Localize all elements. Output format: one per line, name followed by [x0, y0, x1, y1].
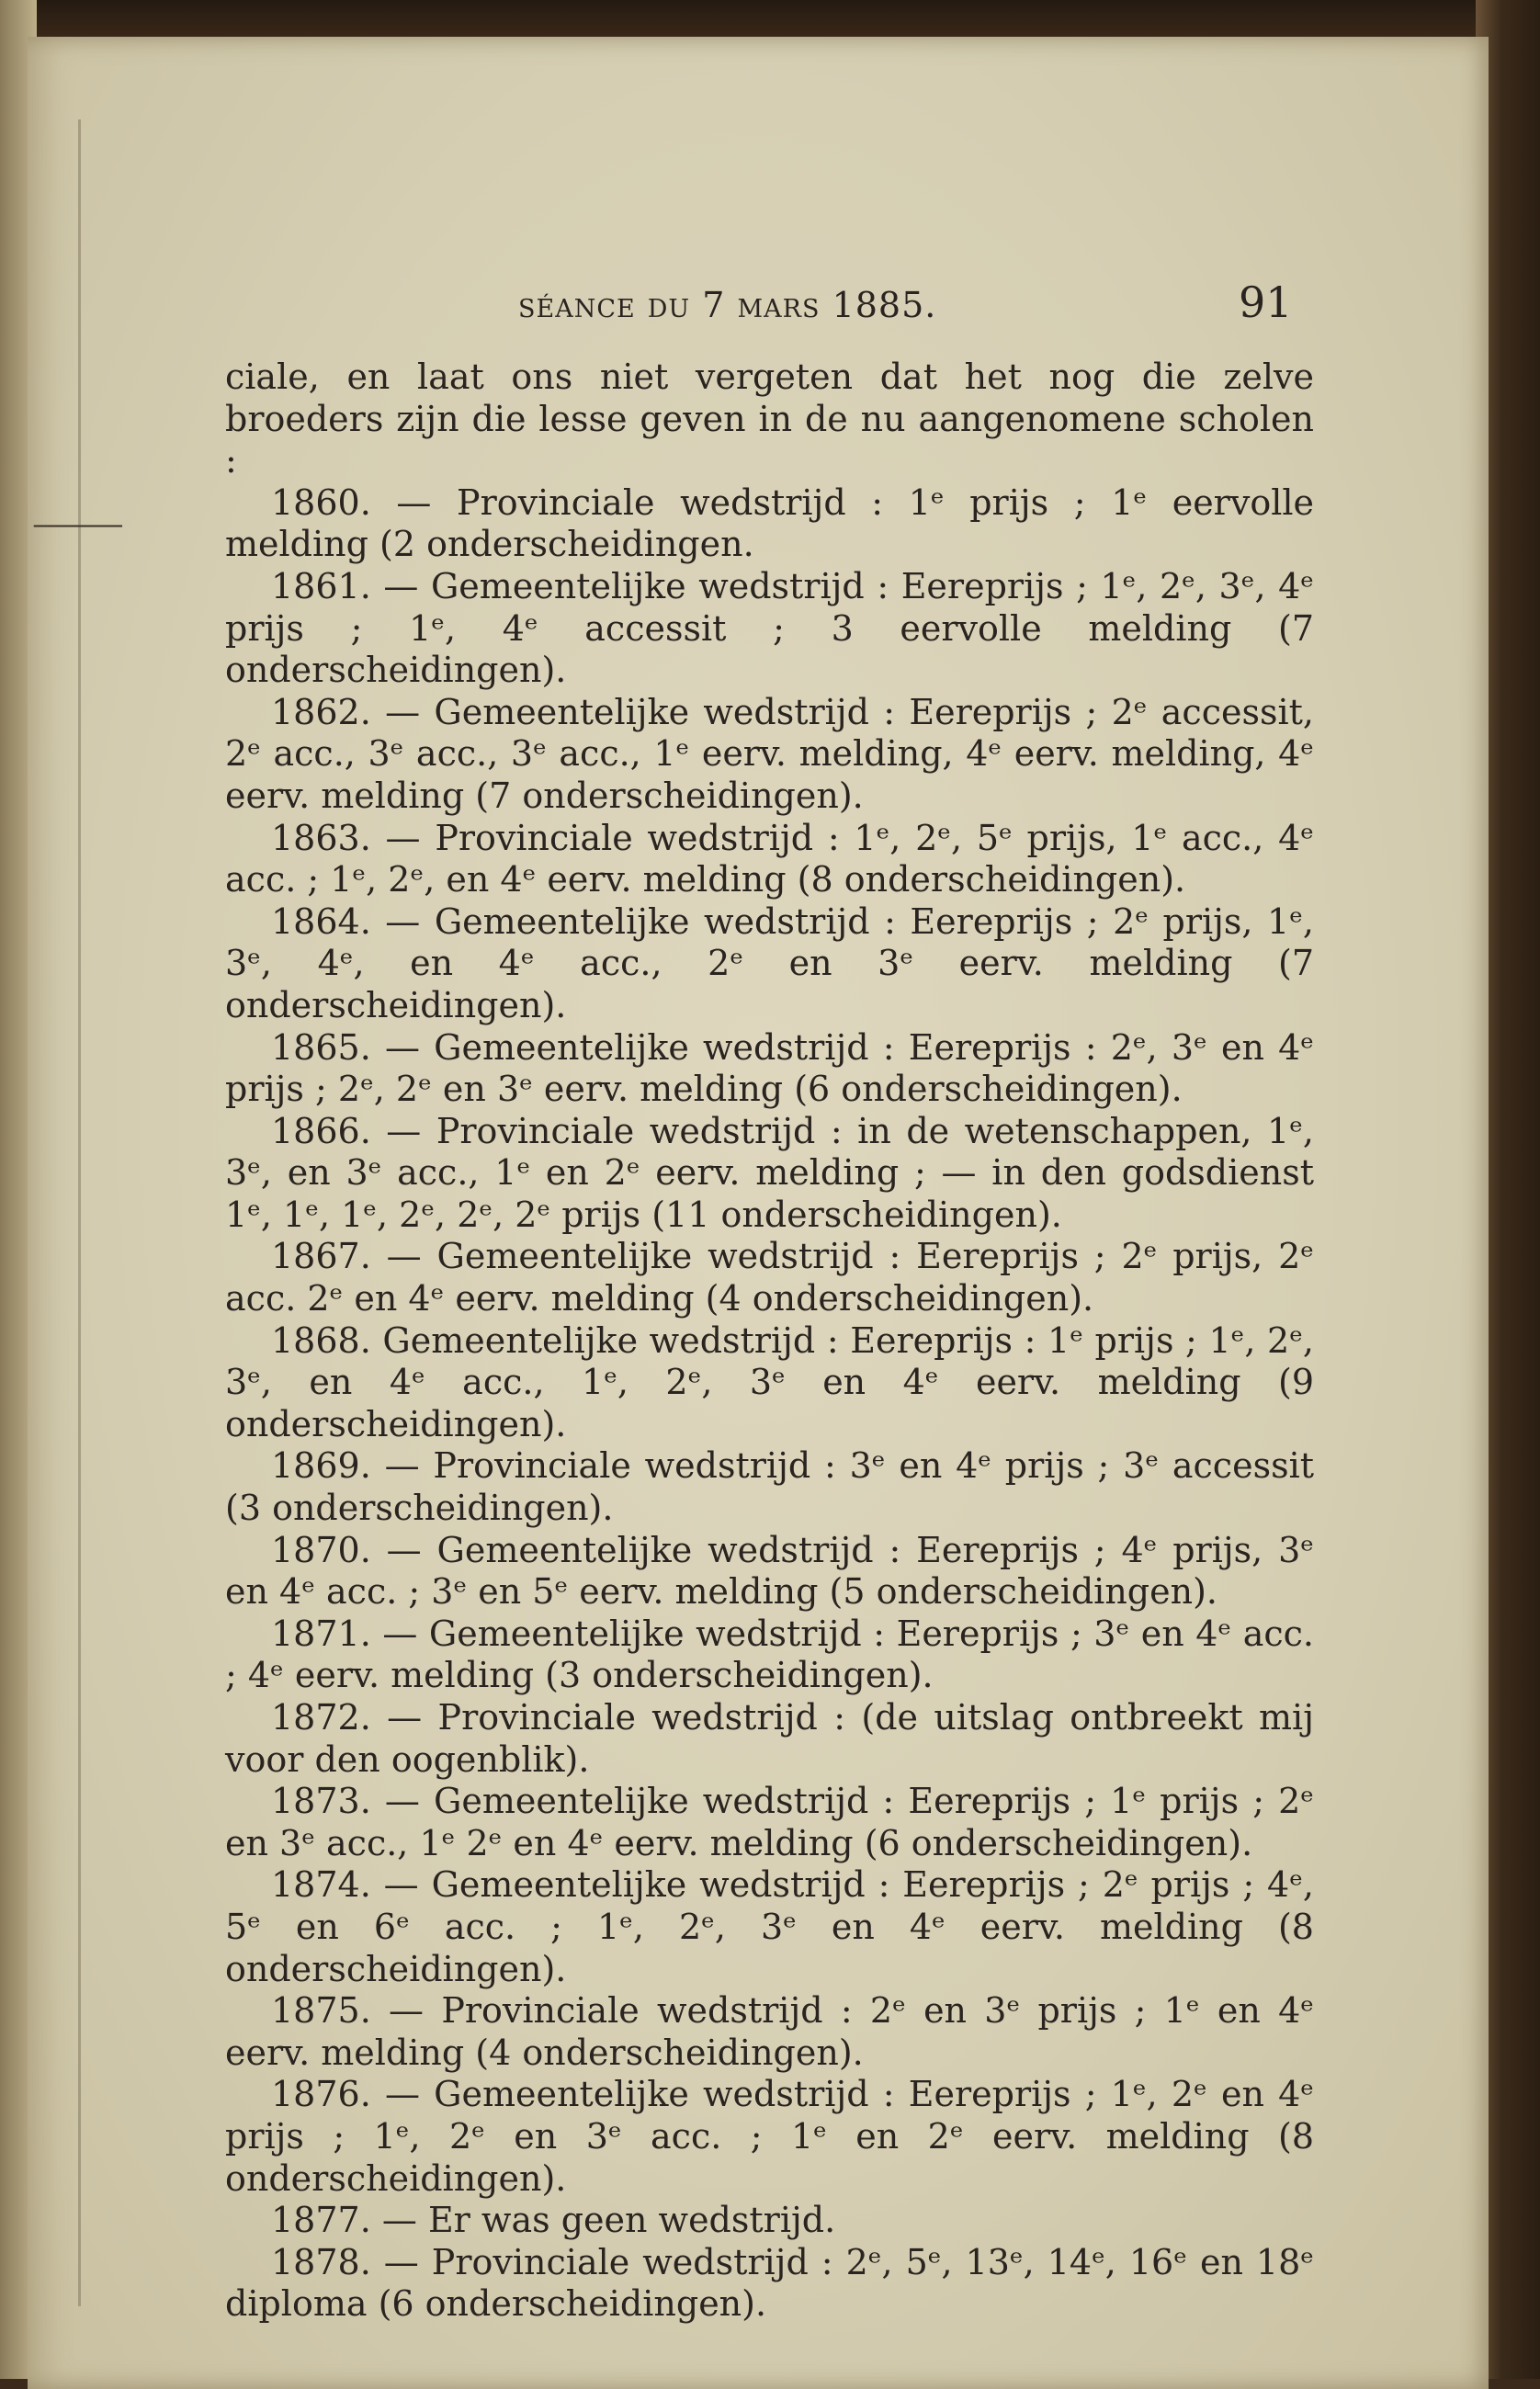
page-number: 91 [1239, 277, 1293, 327]
page-header [28, 277, 1489, 333]
gutter-line [78, 119, 81, 2306]
book-page [28, 37, 1489, 2389]
paragraph: 1876. — Gemeentelijke wedstrijd : Eereprijs ; 1ᵉ, 2ᵉ en 4ᵉ prijs ; 1ᵉ, 2ᵉ en 3ᵉ acc. ; 1ᵉ en 2ᵉ eerv. melding (8 onderscheidingen). [225, 2074, 1314, 2199]
margin-mark-arrow: ⸻ [32, 503, 124, 545]
paragraph: 1877. — Er was geen wedstrijd. [271, 2200, 836, 2241]
paragraph: ciale, en laat ons niet vergeten dat het nog die zelve broeders zijn die lesse geven in de nu aangenomene scholen : [225, 357, 1314, 481]
paragraph: 1872. — Provinciale wedstrijd : (de uitslag ontbreekt mij voor den oogenblik). [225, 1697, 1314, 1780]
paragraph: 1865. — Gemeentelijke wedstrijd : Eereprijs : 2ᵉ, 3ᵉ en 4ᵉ prijs ; 2ᵉ, 2ᵉ en 3ᵉ eerv. melding (6 onderscheidingen). [225, 1026, 1314, 1110]
running-title-text: séance du 7 mars 1885. [518, 285, 937, 325]
paragraph: 1864. — Gemeentelijke wedstrijd : Eereprijs ; 2ᵉ prijs, 1ᵉ, 3ᵉ, 4ᵉ, en 4ᵉ acc., 2ᵉ en 3ᵉ eerv. melding (7 onderscheidingen). [225, 900, 1314, 1025]
paragraph: 1867. — Gemeentelijke wedstrijd : Eereprijs ; 2ᵉ prijs, 2ᵉ acc. 2ᵉ en 4ᵉ eerv. melding (4 onderscheidingen). [225, 1236, 1314, 1319]
paragraph: 1871. — Gemeentelijke wedstrijd : Eereprijs ; 3ᵉ en 4ᵉ acc. ; 4ᵉ eerv. melding (3 onderscheidingen). [225, 1613, 1314, 1696]
running-title [518, 277, 936, 327]
paragraph: 1862. — Gemeentelijke wedstrijd : Eereprijs ; 2ᵉ accessit, 2ᵉ acc., 3ᵉ acc., 3ᵉ acc., 1ᵉ eerv. melding, 4ᵉ eerv. melding, 4ᵉ eerv. melding (7 onderscheidingen). [225, 691, 1314, 816]
paragraph: 1873. — Gemeentelijke wedstrijd : Eereprijs ; 1ᵉ prijs ; 2ᵉ en 3ᵉ acc., 1ᵉ 2ᵉ en 4ᵉ eerv. melding (6 onderscheidingen). [225, 1781, 1314, 1863]
paragraph: 1863. — Provinciale wedstrijd : 1ᵉ, 2ᵉ, 5ᵉ prijs, 1ᵉ acc., 4ᵉ acc. ; 1ᵉ, 2ᵉ, en 4ᵉ eerv. melding (8 onderscheidingen). [225, 817, 1314, 900]
paragraph: 1874. — Gemeentelijke wedstrijd : Eereprijs ; 2ᵉ prijs ; 4ᵉ, 5ᵉ en 6ᵉ acc. ; 1ᵉ, 2ᵉ, 3ᵉ en 4ᵉ eerv. melding (8 onderscheidingen). [225, 1864, 1314, 1989]
paragraph: 1866. — Provinciale wedstrijd : in de wetenschappen, 1ᵉ, 3ᵉ, en 3ᵉ acc., 1ᵉ en 2ᵉ eerv. melding ; — in den godsdienst 1ᵉ, 1ᵉ, 1ᵉ, 2ᵉ, 2ᵉ, 2ᵉ prijs (11 onderscheidingen). [225, 1110, 1314, 1235]
paragraph: 1878. — Provinciale wedstrijd : 2ᵉ, 5ᵉ, 13ᵉ, 14ᵉ, 16ᵉ en 18ᵉ diploma (6 onderscheidingen). [225, 2241, 1314, 2325]
paragraph: 1869. — Provinciale wedstrijd : 3ᵉ en 4ᵉ prijs ; 3ᵉ accessit (3 onderscheidingen). [225, 1445, 1314, 1529]
paragraph: 1870. — Gemeentelijke wedstrijd : Eereprijs ; 4ᵉ prijs, 3ᵉ en 4ᵉ acc. ; 3ᵉ en 5ᵉ eerv. melding (5 onderscheidingen). [225, 1529, 1314, 1613]
paragraph: 1860. — Provinciale wedstrijd : 1ᵉ prijs ; 1ᵉ eervolle melding (2 onderscheidingen. [225, 481, 1314, 565]
paragraph: 1875. — Provinciale wedstrijd : 2ᵉ en 3ᵉ prijs ; 1ᵉ en 4ᵉ eerv. melding (4 onderscheidingen). [225, 1990, 1314, 2073]
paragraph: 1868. Gemeentelijke wedstrijd : Eereprijs : 1ᵉ prijs ; 1ᵉ, 2ᵉ, 3ᵉ, en 4ᵉ acc., 1ᵉ, 2ᵉ, 3ᵉ en 4ᵉ eerv. melding (9 onderscheidingen). [225, 1319, 1314, 1444]
paragraph: 1861. — Gemeentelijke wedstrijd : Eereprijs ; 1ᵉ, 2ᵉ, 3ᵉ, 4ᵉ prijs ; 1ᵉ, 4ᵉ accessit ; 3 eervolle melding (7 onderscheidingen). [225, 565, 1314, 691]
body-text [225, 357, 1314, 2326]
